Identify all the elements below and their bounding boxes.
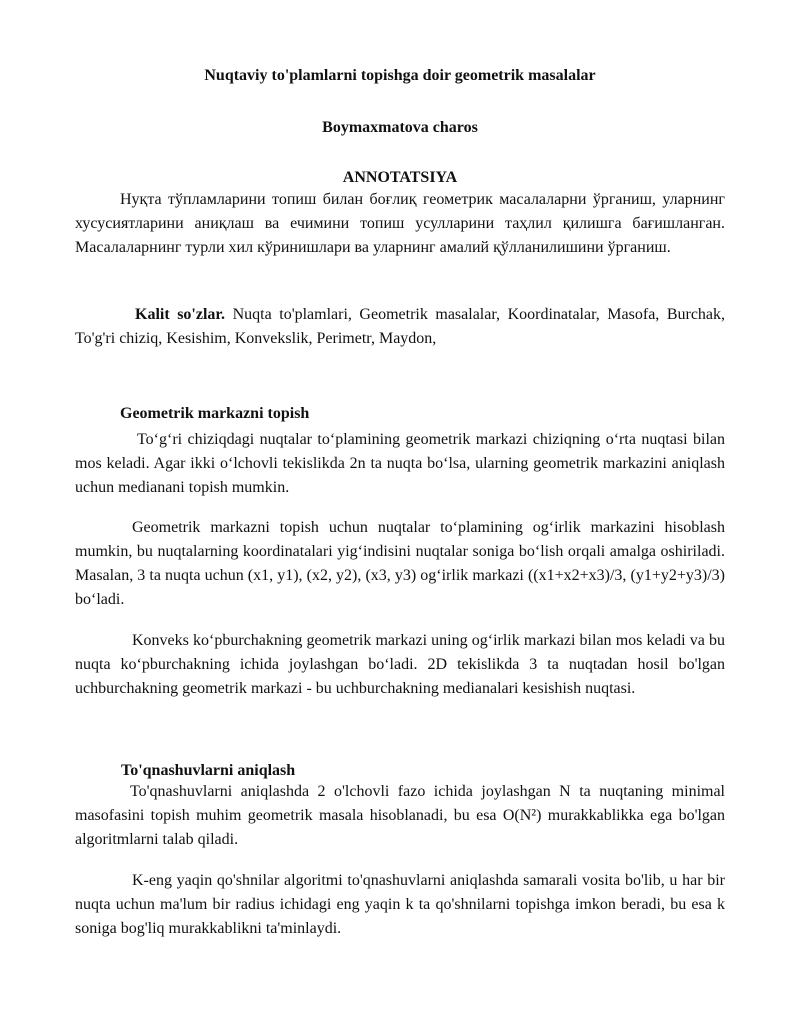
document-title: Nuqtaviy to'plamlarni topishga doir geometrik masalalar xyxy=(204,67,596,84)
annotation-heading: ANNOTATSIYA xyxy=(342,169,458,186)
document-author: Boymaxmatova charos xyxy=(322,119,478,136)
section-paragraph: Konveks ko‘pburchakning geometrik markazi uning og‘irlik markazi bilan mos keladi va bu nuqta ko‘pburchakning ichida joylashgan bo‘ladi. 2D tekislikda 3 ta nuqtadan hosil bo'lgan uchburchakning geometrik markazi - bu uchburchakning medianalari kesishish nuqtasi. xyxy=(75,632,725,697)
section-heading-collisions: To'qnashuvlarni aniqlash xyxy=(121,762,296,779)
keywords-text: Nuqta to'plamlari, Geometrik masalalar, Koordinatalar, Masofa, Burchak, To'g'ri chiziq, Kesishim, Konvekslik, Perimetr, Maydon, xyxy=(75,306,726,347)
section-paragraph: To'qnashuvlarni aniqlashda 2 o'lchovli fazo ichida joylashgan N ta nuqtaning minimal masofasini topish muhim geometrik masala hisoblanadi, bu esa O(N²) murakkablikka ega bo'lgan algoritmlarni talab qiladi. xyxy=(75,783,725,848)
keywords-label: Kalit so'zlar. xyxy=(135,306,226,323)
section-paragraph: Geometrik markazni topish uchun nuqtalar to‘plamining og‘irlik markazini hisoblash mumkin, bu nuqtalarning koordinatalari yig‘indisini nuqtalar soniga bo‘lish orqali amalga oshiriladi. Masalan, 3 ta nuqta uchun (x1, y1), (x2, y2), (x3, y3) og‘irlik markazi ((x1+x2+x3)/3, (y1+y2+y3)/3) bo‘ladi. xyxy=(75,519,725,608)
section-paragraph: To‘g‘ri chiziqdagi nuqtalar to‘plamining geometrik markazi chiziqning o‘rta nuqtasi bilan mos keladi. Agar ikki o‘lchovli tekislikda 2n ta nuqta bo‘lsa, ularning geometrik markazini aniqlash uchun medianani topish mumkin. xyxy=(75,431,725,496)
annotation-text: Нуқта тўпламларини топиш билан боғлиқ геометрик масалаларни ўрганиш, уларнинг хусусиятларини аниқлаш ва ечимини топиш усулларини таҳлил қилишга бағишланган. Масалаларнинг турли хил кўринишлари ва уларнинг амалий қўлланилишини ўрганиш. xyxy=(75,191,725,256)
section-paragraph: K-eng yaqin qo'shnilar algoritmi to'qnashuvlarni aniqlashda samarali vosita bo'lib, u har bir nuqta uchun ma'lum bir radius ichidagi eng yaqin k ta qo'shnilarni topishga imkon beradi, bu esa k soniga bog'liq murakkablikni ta'minlaydi. xyxy=(75,872,725,937)
keywords-paragraph xyxy=(75,303,725,351)
section-heading-geometric-center: Geometrik markazni topish xyxy=(120,405,310,422)
